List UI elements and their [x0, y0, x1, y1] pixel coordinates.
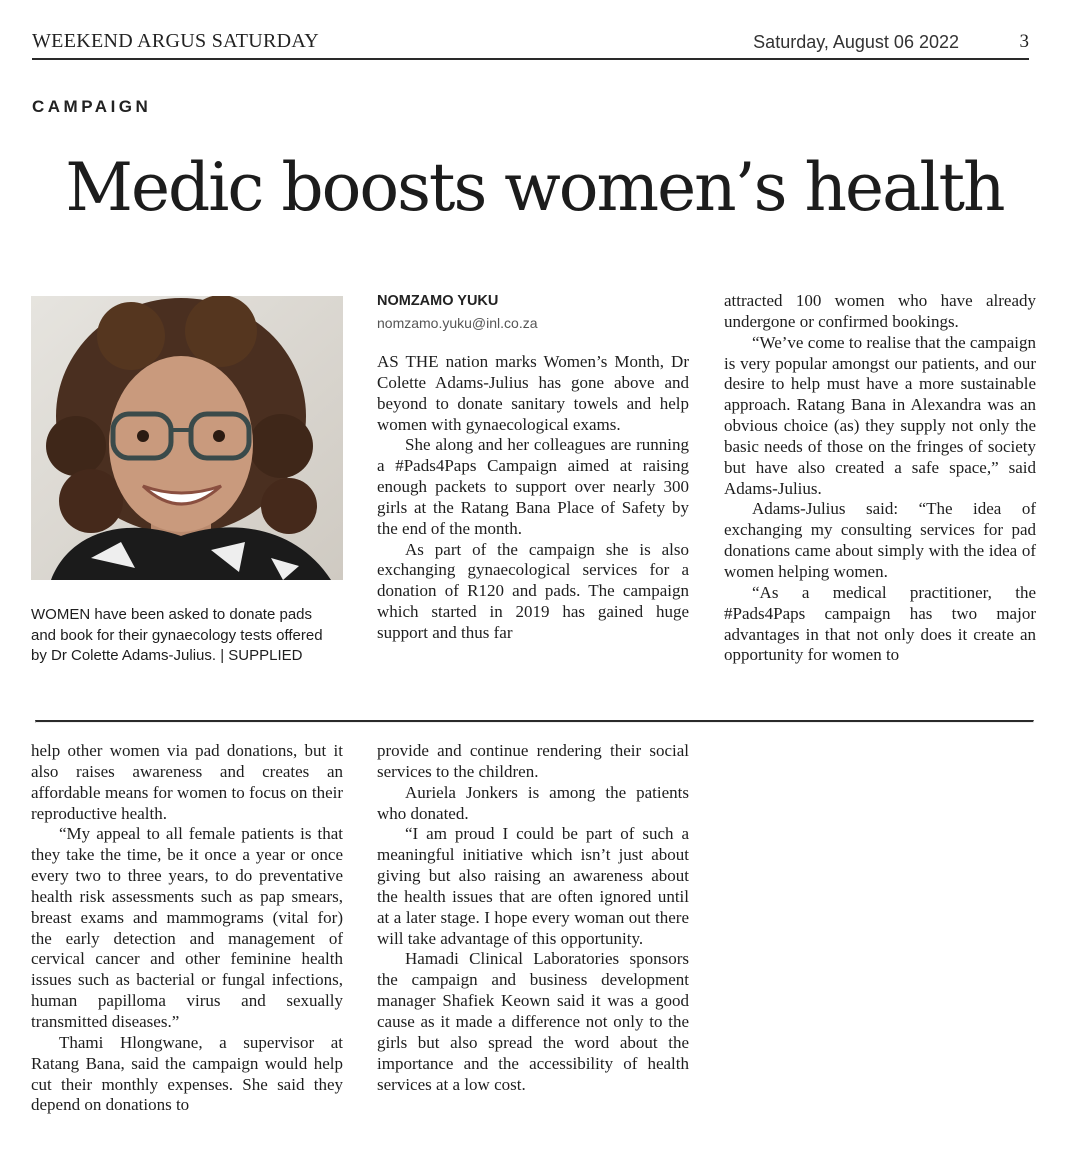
paragraph: “I am proud I could be part of such a meaningful initiative which isn’t just about giving but also raising an awareness about the health issues that are often ignored until at a later stage. I hope every woman out there will take advantage of this opportunity. — [377, 824, 689, 948]
paragraph: “As a medical practitioner, the #Pads4Paps campaign has two major advantages in that not only does it create an opportunity for women to — [724, 582, 1036, 665]
page-number: 3 — [1019, 31, 1029, 52]
paragraph: As part of the campaign she is also exchanging gynaecological services for a donation of R120 and pads. The campaign which started in 2019 has gained huge support and thus far — [377, 539, 689, 642]
paragraph: help other women via pad donations, but it also raises awareness and creates an affordable means for women to focus on their reproductive health. — [31, 741, 343, 823]
section-kicker: CAMPAIGN — [32, 97, 152, 116]
photo-caption: WOMEN have been asked to donate pads and book for their gynaecology tests offered by Dr Colette Adams-Julius. | SUPPLIED — [31, 606, 323, 664]
masthead — [32, 30, 1029, 60]
section-divider — [35, 720, 1034, 723]
byline-email: nomzamo.yuku@inl.co.za — [377, 315, 538, 331]
paragraph: AS THE nation marks Women’s Month, Dr Colette Adams-Julius has gone above and beyond to donate sanitary towels and help women with gynaecological exams. — [377, 352, 689, 434]
paragraph: “My appeal to all female patients is that they take the time, be it once a year or once every two to three years, to do preventative health risk assessments such as pap smears, breast exams and mammograms (vital for) the early detection and management of cervical cancer and other feminine health issues such as bacterial or fungal infections, human papilloma virus and sexually transmitted diseases.” — [31, 824, 343, 1031]
paragraph: provide and continue rendering their social services to the children. — [377, 741, 689, 781]
paragraph: attracted 100 women who have already undergone or confirmed bookings. — [724, 291, 1036, 331]
paragraph: Adams-Julius said: “The idea of exchanging my consulting services for pad donations came about simply with the idea of women helping women. — [724, 499, 1036, 581]
paragraph: Auriela Jonkers is among the patients who donated. — [377, 782, 689, 823]
portrait-photo — [31, 296, 343, 580]
paragraph: Thami Hlongwane, a supervisor at Ratang Bana, said the campaign would help cut their monthly expenses. She said they depend on donations to — [31, 1032, 343, 1115]
headline: Medic boosts women’s health — [65, 149, 1004, 226]
article-column-3 — [31, 741, 343, 1116]
article-column-4 — [377, 741, 689, 1095]
byline-author: NOMZAMO YUKU — [377, 293, 499, 309]
issue-date: Saturday, August 06 2022 — [753, 32, 959, 52]
article-column-1 — [377, 352, 689, 644]
article-column-2 — [724, 291, 1036, 666]
paragraph: Hamadi Clinical Laboratories sponsors the campaign and business development manager Shafiek Keown said it was a good cause as it made a difference not only to the girls but also spread the word about the importance and the accessibility of health services at a low cost. — [377, 949, 689, 1094]
paragraph: “We’ve come to realise that the campaign is very popular amongst our patients, and our desire to help must have a more sustainable approach. Ratang Bana in Alexandra was an obvious choice (as) they supply not only the basic needs of those on the fringes of society but have also created a safe space,” said Adams-Julius. — [724, 332, 1036, 498]
publication-name: WEEKEND ARGUS SATURDAY — [32, 30, 319, 52]
paragraph: She along and her colleagues are running a #Pads4Paps Campaign aimed at raising enough packets to support over nearly 300 girls at the Ratang Bana Place of Safety by the end of the month. — [377, 435, 689, 538]
